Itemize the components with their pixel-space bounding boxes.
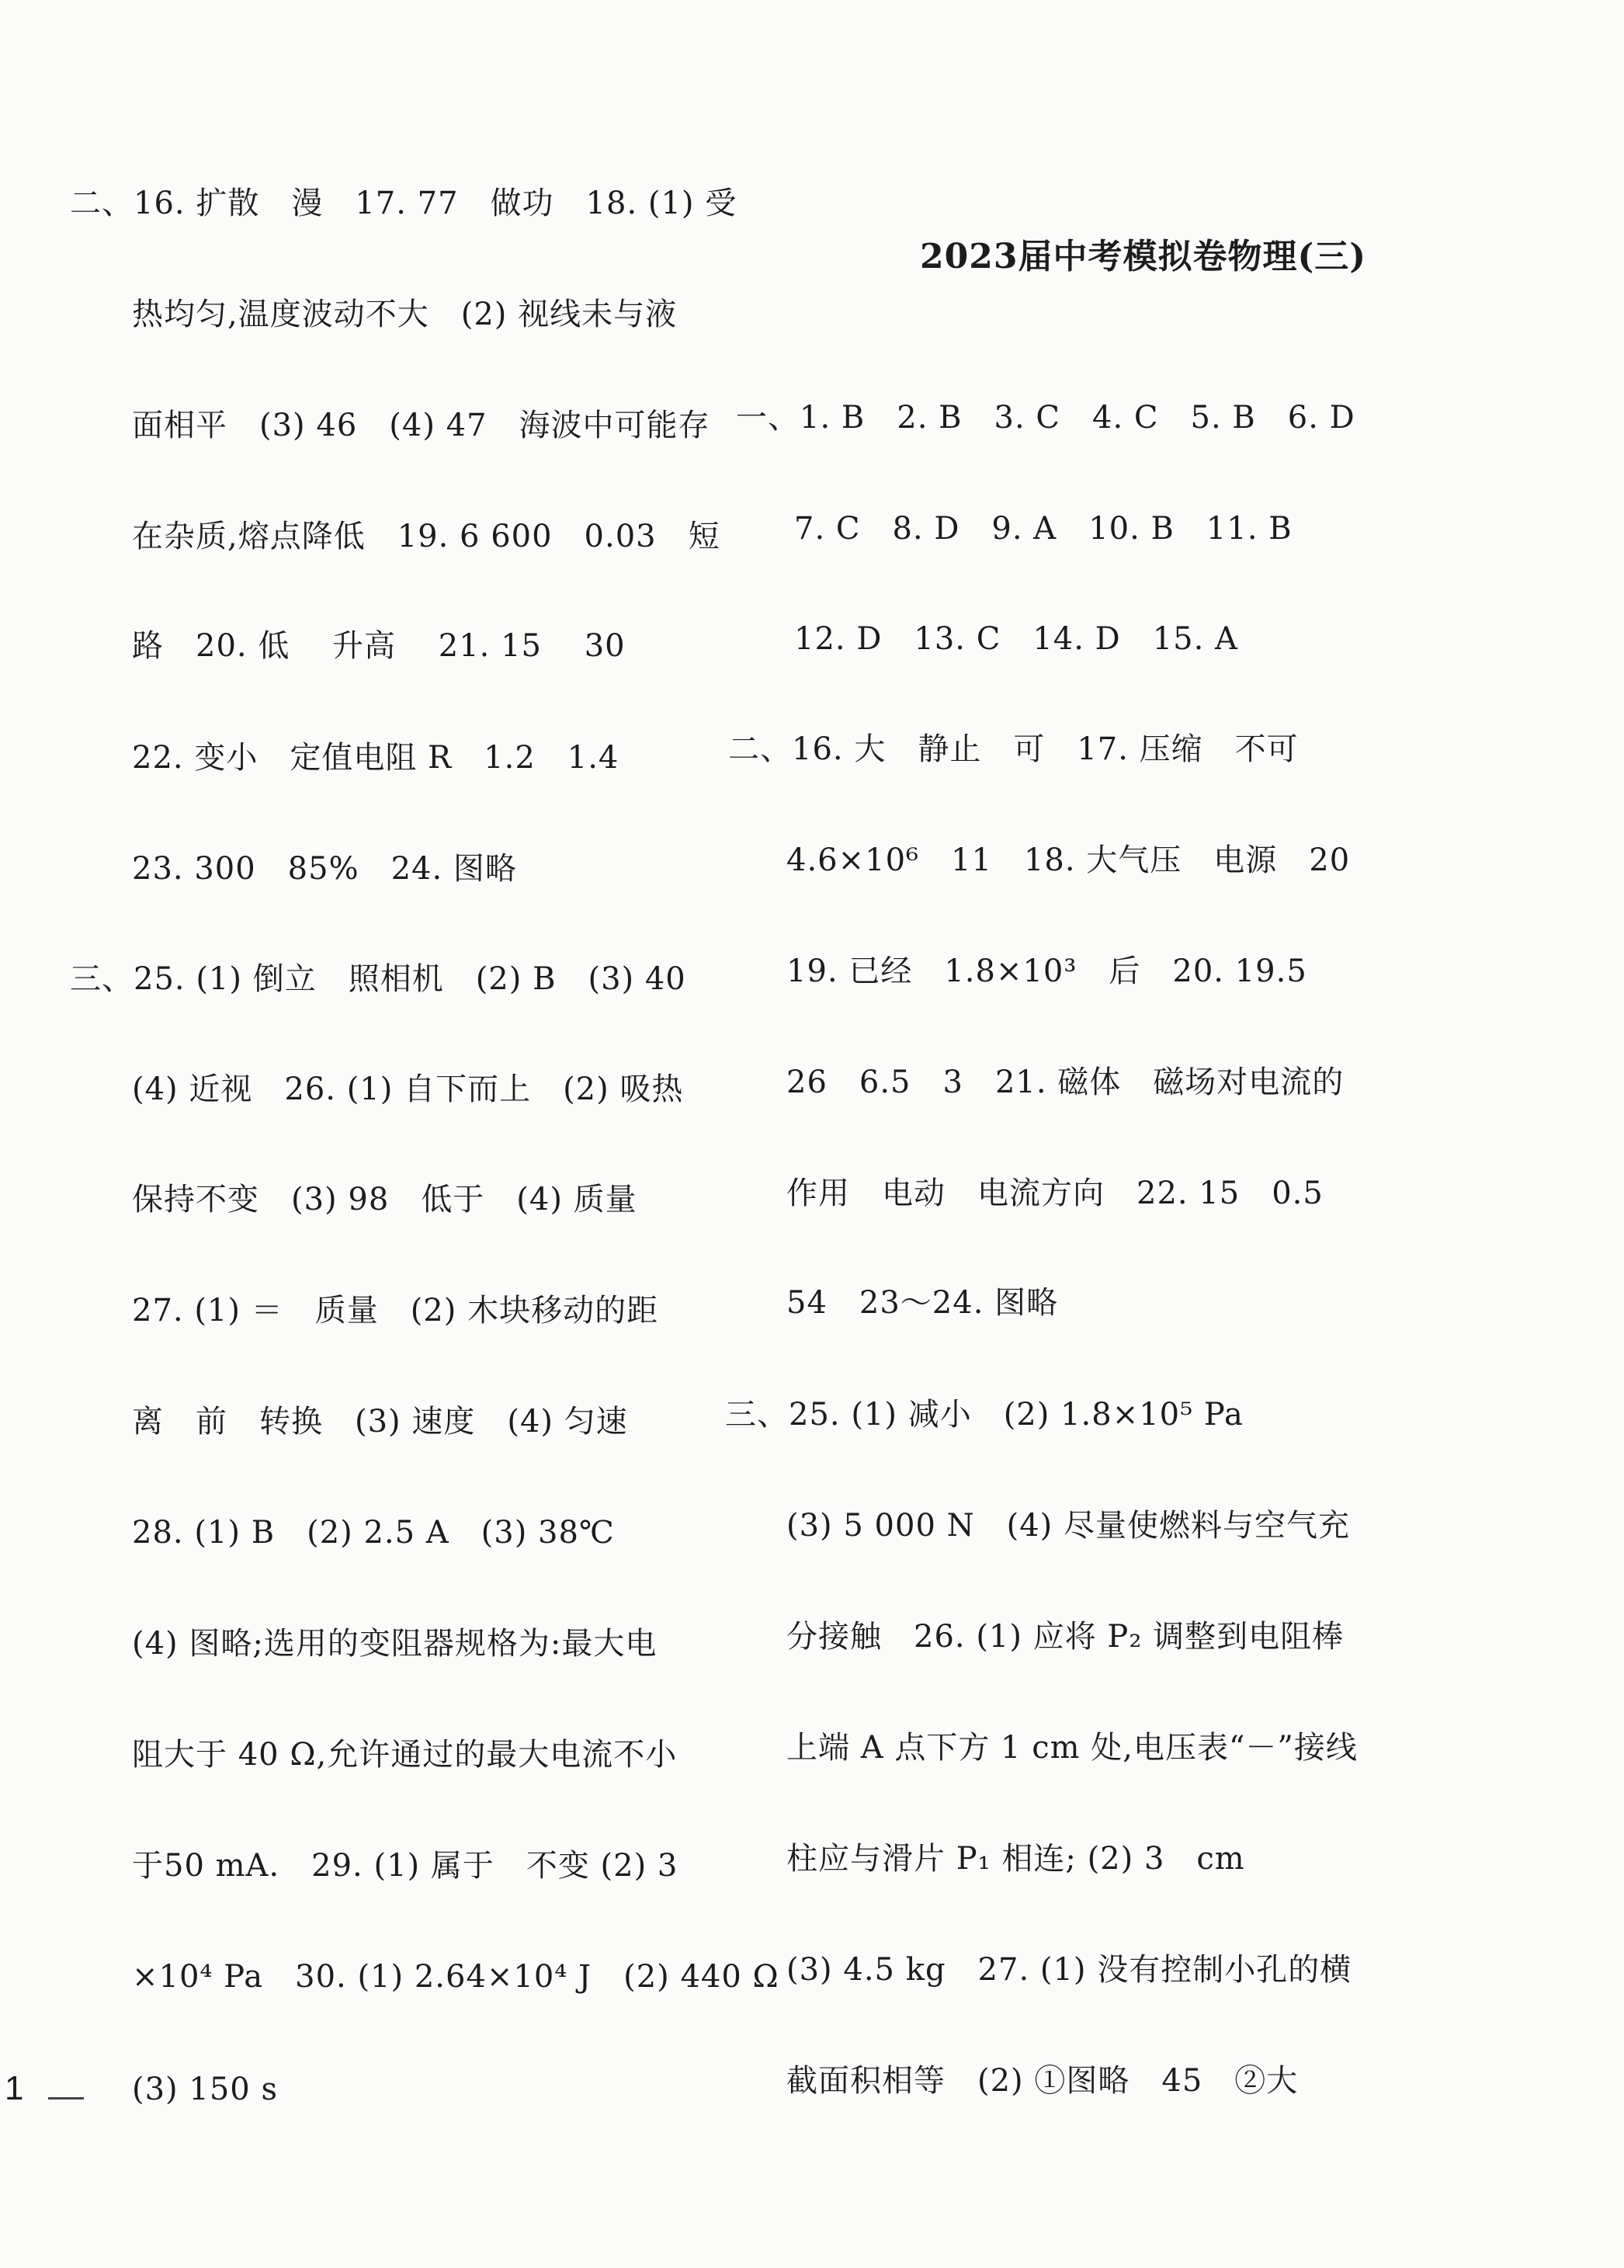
text-line: 分接触 26. (1) 应将 P₂ 调整到电阻棒: [786, 1619, 1345, 1655]
text-line: (3) 4.5 kg 27. (1) 没有控制小孔的横: [786, 1952, 1352, 1988]
text-line: 22. 变小 定值电阻 R 1.2 1.4: [132, 740, 619, 776]
text-line: 面相平 (3) 46 (4) 47 海波中可能存: [132, 408, 710, 443]
text-line: 路 20. 低 升高 21. 15 30: [132, 628, 626, 664]
text-line: 于50 mA. 29. (1) 属于 不变 (2) 3: [132, 1848, 678, 1884]
text-line: (3) 5 000 N (4) 尽量使燃料与空气充: [786, 1508, 1350, 1544]
text-line: 热均匀,温度波动不大 (2) 视线未与液: [132, 297, 678, 332]
page-number: 1: [5, 2069, 24, 2107]
text-line: 阻大于 40 Ω,允许通过的最大电流不小: [132, 1737, 678, 1773]
text-line: 4.6×10⁶ 11 18. 大气压 电源 20: [786, 842, 1351, 878]
page-number-dash: [48, 2097, 84, 2100]
text-line: 一、1. B 2. B 3. C 4. C 5. B 6. D: [736, 400, 1355, 436]
text-line: ×10⁴ Pa 30. (1) 2.64×10⁴ J (2) 440 Ω: [132, 1959, 779, 1995]
page-title: 2023届中考模拟卷物理(三): [920, 237, 1367, 276]
text-line: 二、16. 大 静止 可 17. 压缩 不可: [728, 731, 1299, 767]
text-line: 23. 300 85% 24. 图略: [132, 851, 517, 887]
text-line: 截面积相等 (2) ①图略 45 ②大: [786, 2063, 1299, 2099]
text-line: (4) 图略;选用的变阻器规格为:最大电: [132, 1626, 658, 1662]
text-line: 27. (1) ＝ 质量 (2) 木块移动的距: [132, 1293, 659, 1328]
text-line: 保持不变 (3) 98 低于 (4) 质量: [132, 1182, 637, 1217]
text-line: 作用 电动 电流方向 22. 15 0.5: [786, 1176, 1324, 1211]
text-line: 二、16. 扩散 漫 17. 77 做功 18. (1) 受: [70, 186, 737, 221]
text-line: 上端 A 点下方 1 cm 处,电压表“－”接线: [786, 1730, 1358, 1766]
text-line: 柱应与滑片 P₁ 相连; (2) 3 cm: [786, 1841, 1245, 1877]
text-line: 19. 已经 1.8×10³ 后 20. 19.5: [786, 953, 1307, 989]
text-line: 28. (1) B (2) 2.5 A (3) 38℃: [132, 1515, 615, 1551]
text-line: 在杂质,熔点降低 19. 6 600 0.03 短: [132, 519, 720, 554]
text-line: (4) 近视 26. (1) 自下而上 (2) 吸热: [132, 1071, 684, 1107]
text-line: 离 前 转换 (3) 速度 (4) 匀速: [132, 1404, 628, 1440]
text-line: 7. C 8. D 9. A 10. B 11. B: [794, 511, 1293, 547]
text-line: (3) 150 s: [132, 2072, 278, 2107]
text-line: 三、25. (1) 倒立 照相机 (2) B (3) 40: [70, 961, 686, 997]
text-line: 26 6.5 3 21. 磁体 磁场对电流的: [786, 1065, 1345, 1100]
text-line: 12. D 13. C 14. D 15. A: [794, 621, 1238, 657]
text-line: 三、25. (1) 减小 (2) 1.8×10⁵ Pa: [725, 1397, 1244, 1433]
text-line: 54 23～24. 图略: [786, 1285, 1059, 1321]
